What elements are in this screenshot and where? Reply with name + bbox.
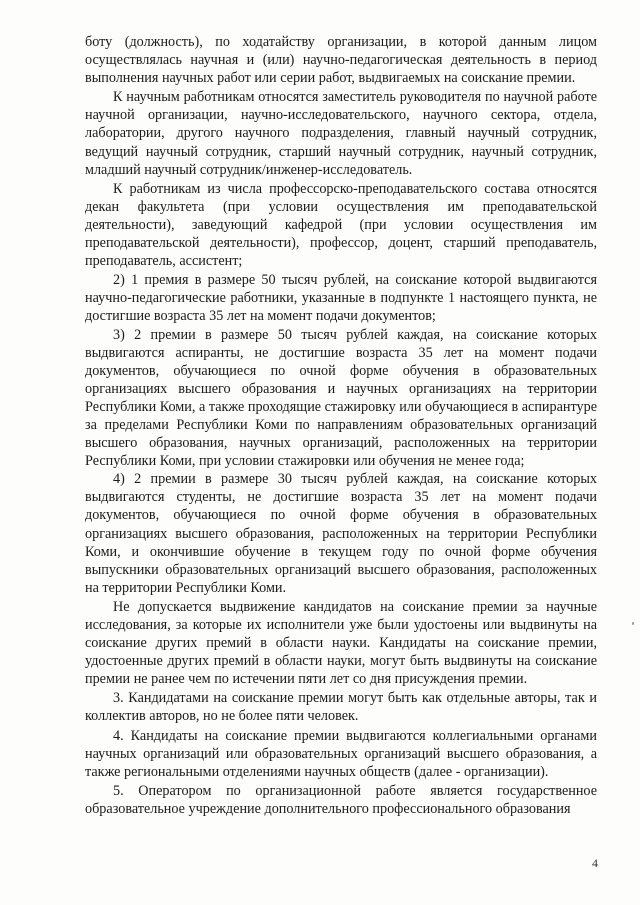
paragraph-clause-4: 4. Кандидаты на соискание премии выдвигаются коллегиальными органами научных организаций или образовательных организаций высшего образования, а также региональными отделениями научных обществ (далее - организации). — [85, 727, 597, 780]
paragraph-restriction: Не допускается выдвижение кандидатов на соискание премии за научные исследования, за которые их исполнители уже были удостоены или выдвинуты на соискание других премий в области науки. Кандидаты на соискание премии, удостоенные других премий в области науки, могут быть выдвинуты на соискание премии не ранее чем по истечении пяти лет со дня присуждения премии. — [85, 598, 597, 688]
paragraph-clause-5: 5. Оператором по организационной работе является государственное образовательное учреждение дополнительного профессионального образования — [85, 782, 597, 817]
paragraph-item-4: 4) 2 премии в размере 30 тысяч рублей каждая, на соискание которых выдвигаются студенты, не достигшие возраста 35 лет на момент подачи документов, обучающиеся по очной форме обучения в образовательных организациях высшего образования, расположенных на территории Республики Коми, и окончившие обучение в текущем году по очной форме обучения выпускники образовательных организаций высшего образования, расположенных на территории Республики Коми. — [85, 471, 597, 596]
scan-speck — [632, 622, 634, 625]
paragraph-continuation: боту (должность), по ходатайству организации, в которой данным лицом осуществлялась научная и (или) научно-педагогическая деятельность в период выполнения научных работ или серии работ, выдвигаемых на соискание премии. — [85, 34, 597, 87]
paragraph-item-2: 2) 1 премия в размере 50 тысяч рублей, на соискание которой выдвигаются научно-педагогические работники, указанные в подпункте 1 настоящего пункта, не достигшие возраста 35 лет на момент подачи документов; — [85, 272, 597, 325]
page-number: 4 — [592, 856, 598, 870]
paragraph-clause-3: 3. Кандидатами на соискание премии могут быть как отдельные авторы, так и коллектив авторов, но не более пяти человек. — [85, 690, 597, 725]
paragraph-item-3: 3) 2 премии в размере 50 тысяч рублей каждая, на соискание которых выдвигаются аспиранты, не достигшие возраста 35 лет на момент подачи документов, обучающиеся по очной форме обучения в образовательных организациях высшего образования и научных организациях на территории Республики Коми, а также проходящие стажировку или обучающиеся в аспирантуре за пределами Республики Коми по направлениям образовательных организаций высшего образования, научных организаций, расположенных на территории Республики Коми, при условии стажировки или обучения не менее года; — [85, 326, 597, 470]
body-text — [85, 33, 597, 818]
paragraph-teaching-staff: К работникам из числа профессорско-преподавательского состава относятся декан факультета (при условии осуществления им преподавательской деятельности), заведующий кафедрой (при условии осуществления им преподавательской деятельности), профессор, доцент, старший преподаватель, преподаватель, ассистент; — [85, 180, 597, 270]
paragraph-scientific-workers: К научным работникам относятся заместитель руководителя по научной работе научной организации, научно-исследовательского, научного сектора, отдела, лаборатории, другого научного подразделения, главный научный сотрудник, ведущий научный сотрудник, старший научный сотрудник, научный сотрудник, младший научный сотрудник/инженер-исследователь. — [85, 89, 597, 178]
